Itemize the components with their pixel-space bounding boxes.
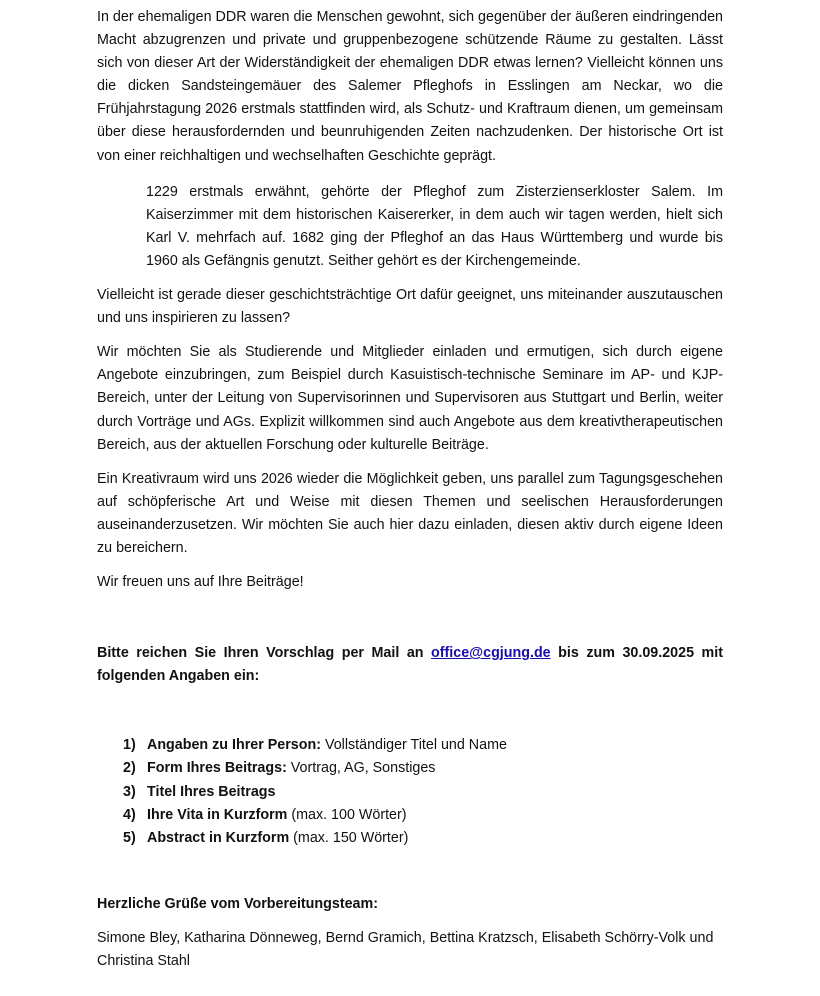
list-number: 1)	[123, 737, 136, 754]
invitation-paragraph: Wir möchten Sie als Studierende und Mitglieder einladen und ermutigen, sich durch eigene Angebote einzubringen, zum Beispiel durch Kasuistisch-technische Seminare im AP- und KJP-Bereich, unter der Leitung von Supervisorinnen und Supervisoren aus Stuttgart und Berlin, weiter durch Vorträge und AGs. Explizit willkommen sind auch Angebote aus dem kreativtherapeutischen Bereich, aus der aktuellen Forschung oder kulturelle Beiträge.	[97, 344, 723, 453]
closing-greeting: Herzliche Grüße vom Vorbereitungsteam:	[97, 895, 378, 912]
list-number: 3)	[123, 783, 136, 800]
creative-room-paragraph: Ein Kreativraum wird uns 2026 wieder die Möglichkeit geben, uns parallel zum Tagungsgeschehen auf schöpferische Art und Weise mit diesen Themen und seelischen Herausforderungen auseinanderzusetzen. Wir möchten Sie auch hier dazu einladen, diesen aktiv durch eigene Ideen zu bereichern.	[97, 470, 723, 556]
submission-text-after: bis zum 30.09.2025 mit folgenden Angaben ein:	[97, 645, 723, 685]
email-link[interactable]: office@cgjung.de	[431, 645, 551, 662]
list-item-bold: Titel Ihres Beitrags	[147, 783, 276, 800]
list-item	[123, 734, 723, 757]
team-names: Simone Bley, Katharina Dönneweg, Bernd Gramich, Bettina Kratzsch, Elisabeth Schörry-Volk und Christina Stahl	[97, 929, 714, 969]
list-item	[123, 757, 723, 780]
submission-text-before: Bitte reichen Sie Ihren Vorschlag per Mail an	[97, 645, 432, 662]
looking-forward-paragraph: Wir freuen uns auf Ihre Beiträge!	[97, 574, 304, 591]
submission-instructions	[97, 642, 723, 688]
requirements-list	[123, 734, 723, 849]
list-item	[123, 804, 723, 827]
place-paragraph: Vielleicht ist gerade dieser geschichtsträchtige Ort dafür geeignet, uns miteinander auszutauschen und uns inspirieren zu lassen?	[97, 287, 723, 327]
document-page	[97, 6, 723, 973]
list-item-bold: Angaben zu Ihrer Person:	[147, 737, 321, 754]
history-quote-paragraph: 1229 erstmals erwähnt, gehörte der Pfleghof zum Zisterzienserkloster Salem. Im Kaiserzimmer mit dem historischen Kaisererker, in dem auch wir tagen werden, hielt sich Karl V. mehrfach auf. 1682 ging der Pfleghof an das Haus Württemberg und wurde bis 1960 als Gefängnis genutzt. Seither gehört es der Kirchengemeinde.	[146, 183, 723, 269]
list-item-text: (max. 150 Wörter)	[289, 829, 409, 846]
intro-paragraph: In der ehemaligen DDR waren die Menschen gewohnt, sich gegenüber der äußeren eindringenden Macht abzugrenzen und private und gruppenbezogene schützende Räume zu gestalten. Lässt sich von dieser Art der Widerständigkeit der ehemaligen DDR etwas lernen? Vielleicht können uns die dicken Sandsteingemäuer des Salemer Pfleghofs in Esslingen am Neckar, wo die Frühjahrstagung 2026 erstmals stattfinden wird, als Schutz- und Kraftraum dienen, um gemeinsam über diese herausfordernden und beunruhigenden Zeiten nachzudenken. Der historische Ort ist von einer reichhaltigen und wechselhaften Geschichte geprägt.	[97, 9, 723, 164]
list-item-bold: Form Ihres Beitrags:	[147, 760, 287, 777]
list-item-bold: Abstract in Kurzform	[147, 829, 290, 846]
list-item-text: (max. 100 Wörter)	[287, 806, 407, 823]
list-number: 5)	[123, 829, 136, 846]
list-item-bold: Ihre Vita in Kurzform	[147, 806, 288, 823]
list-item-text: Vollständiger Titel und Name	[320, 737, 507, 754]
list-item	[123, 827, 723, 850]
list-number: 2)	[123, 760, 136, 777]
list-number: 4)	[123, 806, 136, 823]
list-item	[123, 781, 723, 804]
list-item-text: Vortrag, AG, Sonstiges	[286, 760, 436, 777]
